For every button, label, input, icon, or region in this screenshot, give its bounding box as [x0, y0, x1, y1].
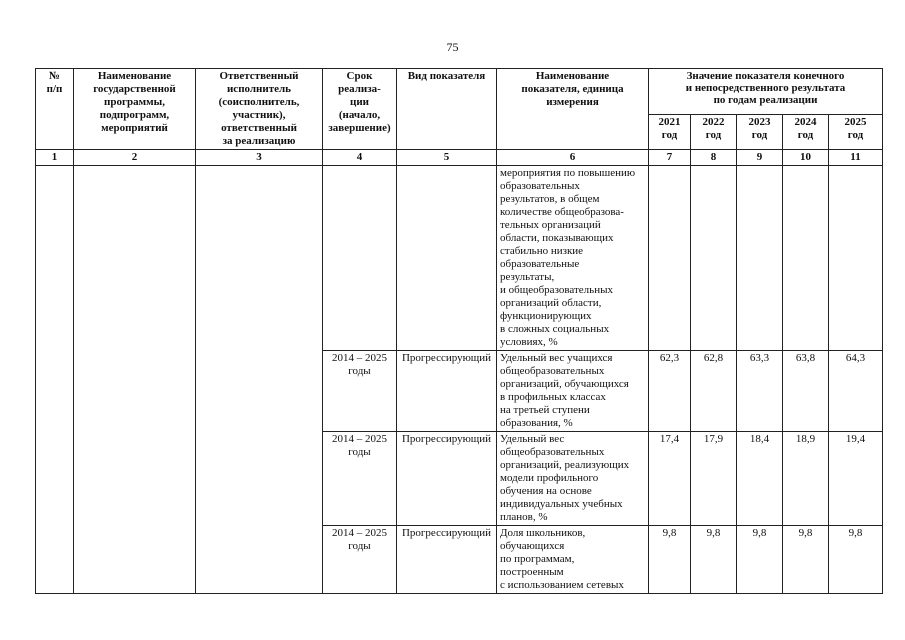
column-numbers-row — [36, 150, 883, 166]
header-period: Срок реализа- ции (начало, завершение) — [323, 69, 397, 150]
period-cell — [323, 166, 397, 351]
header-year-2024: 2024 год — [783, 115, 829, 150]
value-2021-cell: 9,8 — [649, 526, 691, 594]
column-number: 7 — [649, 150, 691, 166]
indicator-type-cell: Прогрессирующий — [397, 351, 497, 432]
value-2022-cell: 9,8 — [691, 526, 737, 594]
value-2021-cell: 17,4 — [649, 432, 691, 526]
executor-cell — [196, 166, 323, 594]
program-name-cell — [74, 166, 196, 594]
header-values-group: Значение показателя конечного и непосредственного результата по годам реализации — [649, 69, 883, 115]
value-2025-cell: 64,3 — [829, 351, 883, 432]
column-number: 5 — [397, 150, 497, 166]
indicator-table — [35, 68, 883, 594]
value-2023-cell: 9,8 — [737, 526, 783, 594]
indicator-name-cell: мероприятия по повышению образовательных результатов, в общем количестве общеобразова- тельных организаций области, показывающих стабильно низкие образовательные результаты, и общеобразовательных организаций области, функционирующих в сложных социальных условиях, % — [497, 166, 649, 351]
header-year-2022: 2022 год — [691, 115, 737, 150]
value-2024-cell: 18,9 — [783, 432, 829, 526]
column-number: 2 — [74, 150, 196, 166]
header-indicator-name: Наименование показателя, единица измерения — [497, 69, 649, 150]
column-number: 11 — [829, 150, 883, 166]
page-number: 75 — [446, 40, 459, 54]
header-indicator-type: Вид показателя — [397, 69, 497, 150]
indicator-type-cell: Прогрессирующий — [397, 432, 497, 526]
header-program-name: Наименование государственной программы, подпрограмм, мероприятий — [74, 69, 196, 150]
column-number: 6 — [497, 150, 649, 166]
column-number: 4 — [323, 150, 397, 166]
value-2022-cell: 17,9 — [691, 432, 737, 526]
indicator-type-cell — [397, 166, 497, 351]
value-2025-cell: 9,8 — [829, 526, 883, 594]
header-year-2021: 2021 год — [649, 115, 691, 150]
table-row — [36, 166, 883, 351]
period-cell: 2014 – 2025 годы — [323, 351, 397, 432]
value-2025-cell: 19,4 — [829, 432, 883, 526]
column-number: 8 — [691, 150, 737, 166]
value-2024-cell: 9,8 — [783, 526, 829, 594]
value-2023-cell: 63,3 — [737, 351, 783, 432]
indicator-name-cell: Доля школьников, обучающихся по программам, построенным с использованием сетевых — [497, 526, 649, 594]
header-row — [36, 69, 883, 115]
value-2021-cell: 62,3 — [649, 351, 691, 432]
value-2023-cell: 18,4 — [737, 432, 783, 526]
header-number: № п/п — [36, 69, 74, 150]
header-year-2023: 2023 год — [737, 115, 783, 150]
indicator-name-cell: Удельный вес учащихся общеобразовательных организаций, обучающихся в профильных классах на третьей ступени образования, % — [497, 351, 649, 432]
indicator-name-cell: Удельный вес общеобразовательных организаций, реализующих модели профильного обучения на основе индивидуальных учебных планов, % — [497, 432, 649, 526]
value-2022-cell: 62,8 — [691, 351, 737, 432]
header-year-2025: 2025 год — [829, 115, 883, 150]
column-number: 9 — [737, 150, 783, 166]
indicator-type-cell: Прогрессирующий — [397, 526, 497, 594]
header-executor: Ответственный исполнитель (соисполнитель, участник), ответственный за реализацию — [196, 69, 323, 150]
column-number: 1 — [36, 150, 74, 166]
period-cell: 2014 – 2025 годы — [323, 432, 397, 526]
number-cell — [36, 166, 74, 594]
column-number: 10 — [783, 150, 829, 166]
column-number: 3 — [196, 150, 323, 166]
period-cell: 2014 – 2025 годы — [323, 526, 397, 594]
value-2024-cell: 63,8 — [783, 351, 829, 432]
